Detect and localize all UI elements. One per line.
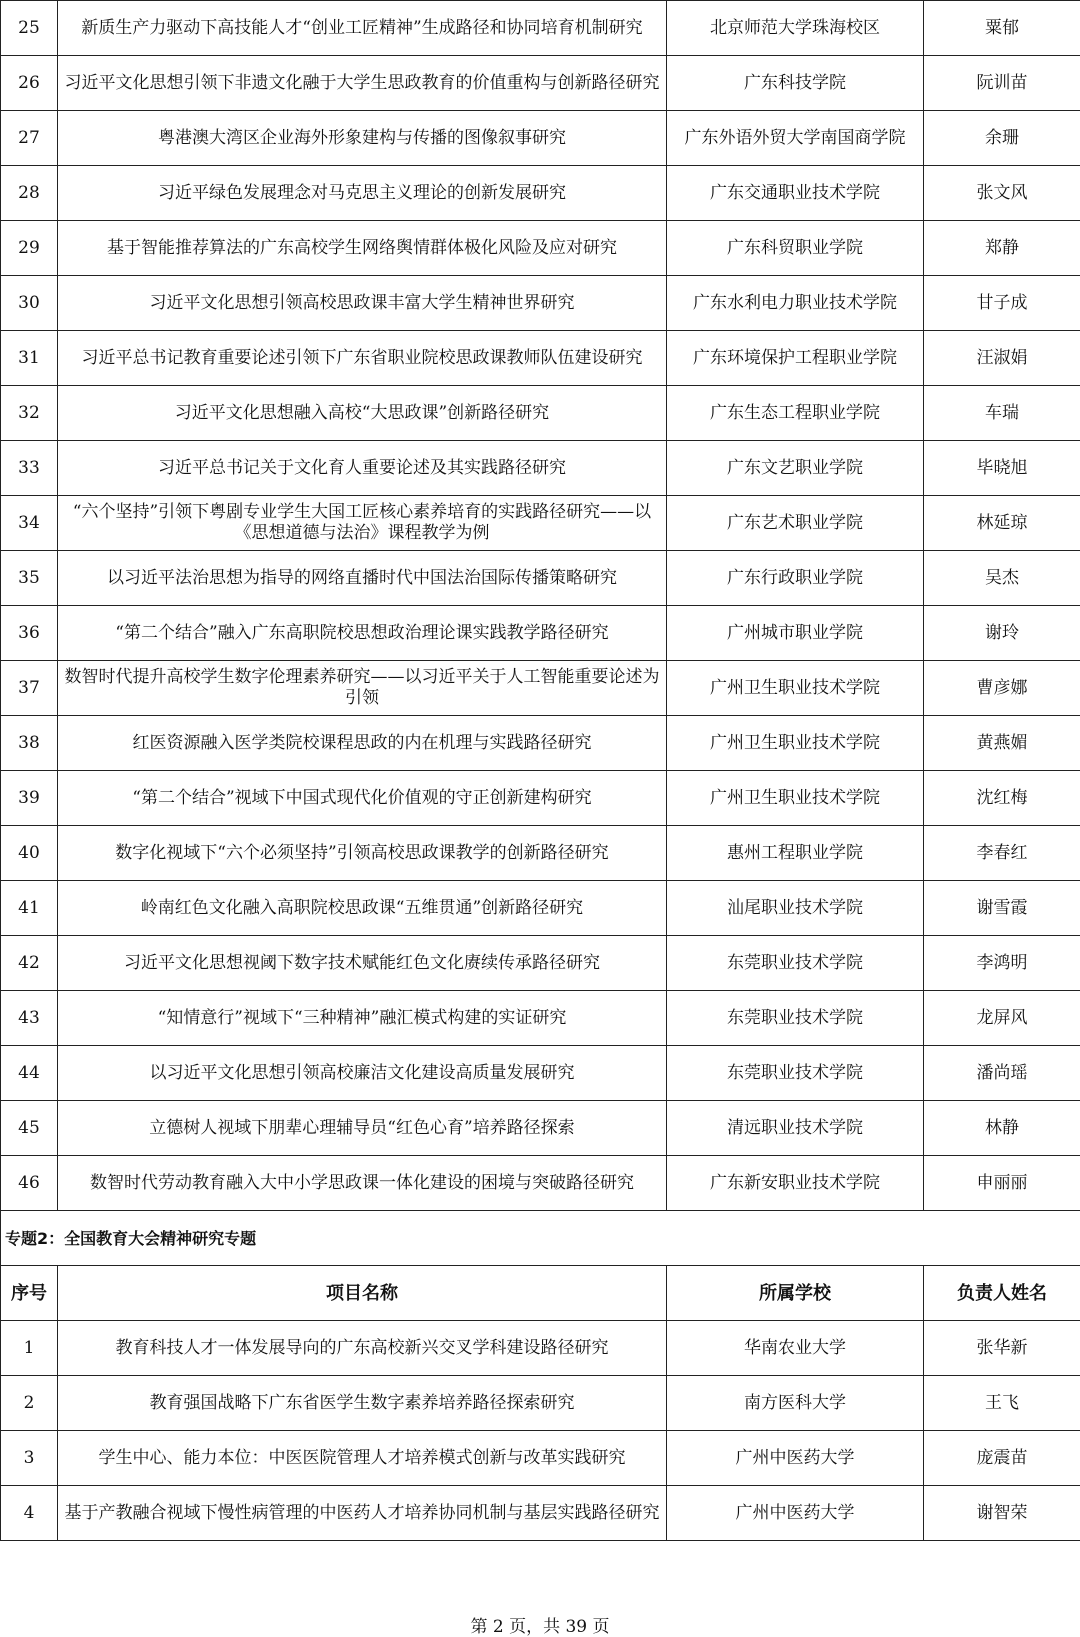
project-title: 以习近平法治思想为指导的网络直播时代中国法治国际传播策略研究 (58, 551, 667, 606)
leader-name: 沈红梅 (924, 771, 1080, 826)
school-name: 广州卫生职业技术学院 (667, 771, 924, 826)
project-title: 基于产教融合视域下慢性病管理的中医药人才培养协同机制与基层实践路径研究 (58, 1486, 667, 1541)
row-number: 2 (1, 1376, 58, 1431)
row-number: 45 (1, 1101, 58, 1156)
table-row (1, 56, 1080, 111)
leader-name: 余珊 (924, 111, 1080, 166)
table-row (1, 826, 1080, 881)
school-name: 广东行政职业学院 (667, 551, 924, 606)
school-name: 东莞职业技术学院 (667, 991, 924, 1046)
project-title: 习近平文化思想视阈下数字技术赋能红色文化赓续传承路径研究 (58, 936, 667, 991)
school-name: 广东文艺职业学院 (667, 441, 924, 496)
project-title: 学生中心、能力本位：中医医院管理人才培养模式创新与改革实践研究 (58, 1431, 667, 1486)
leader-name: 申丽丽 (924, 1156, 1080, 1211)
table-body-section2 (1, 1211, 1080, 1321)
leader-name: 甘子成 (924, 276, 1080, 331)
row-number: 1 (1, 1321, 58, 1376)
leader-name: 车瑞 (924, 386, 1080, 441)
leader-name: 郑静 (924, 221, 1080, 276)
school-name: 广东科贸职业学院 (667, 221, 924, 276)
project-title: 习近平总书记关于文化育人重要论述及其实践路径研究 (58, 441, 667, 496)
leader-name: 黄燕媚 (924, 716, 1080, 771)
school-name: 广东科技学院 (667, 56, 924, 111)
project-title: 教育强国战略下广东省医学生数字素养培养路径探索研究 (58, 1376, 667, 1431)
table-row (1, 276, 1080, 331)
table-row (1, 661, 1080, 716)
project-title: 数智时代提升高校学生数字伦理素养研究——以习近平关于人工智能重要论述为引领 (58, 661, 667, 716)
table-row (1, 441, 1080, 496)
table-row (1, 716, 1080, 771)
section-title: 专题2：全国教育大会精神研究专题 (1, 1211, 1080, 1266)
table-body-section2-rows (1, 1321, 1080, 1541)
project-title: 粤港澳大湾区企业海外形象建构与传播的图像叙事研究 (58, 111, 667, 166)
school-name: 北京师范大学珠海校区 (667, 1, 924, 56)
project-title: 岭南红色文化融入高职院校思政课“五维贯通”创新路径研究 (58, 881, 667, 936)
leader-name: 潘尚瑶 (924, 1046, 1080, 1101)
leader-name: 李春红 (924, 826, 1080, 881)
table-row (1, 496, 1080, 551)
header-no: 序号 (1, 1266, 58, 1321)
row-number: 26 (1, 56, 58, 111)
leader-name: 谢智荣 (924, 1486, 1080, 1541)
school-name: 南方医科大学 (667, 1376, 924, 1431)
header-row (1, 1266, 1080, 1321)
row-number: 36 (1, 606, 58, 661)
school-name: 惠州工程职业学院 (667, 826, 924, 881)
row-number: 42 (1, 936, 58, 991)
project-title: 以习近平文化思想引领高校廉洁文化建设高质量发展研究 (58, 1046, 667, 1101)
leader-name: 龙屏风 (924, 991, 1080, 1046)
school-name: 广东环境保护工程职业学院 (667, 331, 924, 386)
table-row (1, 386, 1080, 441)
leader-name: 阮训苗 (924, 56, 1080, 111)
section-title-row (1, 1211, 1080, 1266)
leader-name: 谢玲 (924, 606, 1080, 661)
project-title: “第二个结合”融入广东高职院校思想政治理论课实践教学路径研究 (58, 606, 667, 661)
leader-name: 王飞 (924, 1376, 1080, 1431)
leader-name: 张华新 (924, 1321, 1080, 1376)
table-row (1, 551, 1080, 606)
row-number: 43 (1, 991, 58, 1046)
row-number: 37 (1, 661, 58, 716)
project-title: 立德树人视域下朋辈心理辅导员“红色心育”培养路径探索 (58, 1101, 667, 1156)
row-number: 27 (1, 111, 58, 166)
row-number: 44 (1, 1046, 58, 1101)
school-name: 汕尾职业技术学院 (667, 881, 924, 936)
table-row (1, 1376, 1080, 1431)
table-row (1, 881, 1080, 936)
school-name: 广州中医药大学 (667, 1486, 924, 1541)
table-row (1, 1101, 1080, 1156)
school-name: 东莞职业技术学院 (667, 936, 924, 991)
table-row (1, 771, 1080, 826)
school-name: 广东艺术职业学院 (667, 496, 924, 551)
project-title: “知情意行”视域下“三种精神”融汇模式构建的实证研究 (58, 991, 667, 1046)
school-name: 广州卫生职业技术学院 (667, 661, 924, 716)
table-row (1, 1431, 1080, 1486)
school-name: 广州中医药大学 (667, 1431, 924, 1486)
school-name: 广州卫生职业技术学院 (667, 716, 924, 771)
row-number: 3 (1, 1431, 58, 1486)
row-number: 35 (1, 551, 58, 606)
school-name: 华南农业大学 (667, 1321, 924, 1376)
table-row (1, 166, 1080, 221)
leader-name: 张文风 (924, 166, 1080, 221)
project-title: 习近平总书记教育重要论述引领下广东省职业院校思政课教师队伍建设研究 (58, 331, 667, 386)
leader-name: 毕晓旭 (924, 441, 1080, 496)
school-name: 广东外语外贸大学南国商学院 (667, 111, 924, 166)
school-name: 广州城市职业学院 (667, 606, 924, 661)
leader-name: 林静 (924, 1101, 1080, 1156)
row-number: 46 (1, 1156, 58, 1211)
row-number: 38 (1, 716, 58, 771)
table-row (1, 991, 1080, 1046)
leader-name: 曹彦娜 (924, 661, 1080, 716)
project-title: 新质生产力驱动下高技能人才“创业工匠精神”生成路径和协同培育机制研究 (58, 1, 667, 56)
header-school: 所属学校 (667, 1266, 924, 1321)
page-footer: 第 2 页，共 39 页 (0, 1612, 1080, 1637)
table-row (1, 1, 1080, 56)
project-title: 习近平文化思想引领下非遗文化融于大学生思政教育的价值重构与创新路径研究 (58, 56, 667, 111)
row-number: 40 (1, 826, 58, 881)
project-title: 教育科技人才一体发展导向的广东高校新兴交叉学科建设路径研究 (58, 1321, 667, 1376)
row-number: 39 (1, 771, 58, 826)
project-title: “第二个结合”视域下中国式现代化价值观的守正创新建构研究 (58, 771, 667, 826)
project-title: 基于智能推荐算法的广东高校学生网络舆情群体极化风险及应对研究 (58, 221, 667, 276)
table-row (1, 1156, 1080, 1211)
row-number: 34 (1, 496, 58, 551)
table-row (1, 1486, 1080, 1541)
school-name: 清远职业技术学院 (667, 1101, 924, 1156)
table-row (1, 221, 1080, 276)
school-name: 广东水利电力职业技术学院 (667, 276, 924, 331)
school-name: 东莞职业技术学院 (667, 1046, 924, 1101)
school-name: 广东新安职业技术学院 (667, 1156, 924, 1211)
leader-name: 林延琼 (924, 496, 1080, 551)
row-number: 30 (1, 276, 58, 331)
leader-name: 李鸿明 (924, 936, 1080, 991)
table-row (1, 936, 1080, 991)
school-name: 广东生态工程职业学院 (667, 386, 924, 441)
project-title: 习近平文化思想引领高校思政课丰富大学生精神世界研究 (58, 276, 667, 331)
leader-name: 庞震苗 (924, 1431, 1080, 1486)
project-title: 习近平文化思想融入高校“大思政课”创新路径研究 (58, 386, 667, 441)
header-leader: 负责人姓名 (924, 1266, 1080, 1321)
row-number: 41 (1, 881, 58, 936)
table-row (1, 606, 1080, 661)
project-title: 数字化视域下“六个必须坚持”引领高校思政课教学的创新路径研究 (58, 826, 667, 881)
row-number: 31 (1, 331, 58, 386)
header-title: 项目名称 (58, 1266, 667, 1321)
table-row (1, 331, 1080, 386)
table-row (1, 111, 1080, 166)
leader-name: 粟郁 (924, 1, 1080, 56)
row-number: 25 (1, 1, 58, 56)
row-number: 28 (1, 166, 58, 221)
leader-name: 谢雪霞 (924, 881, 1080, 936)
project-title: 习近平绿色发展理念对马克思主义理论的创新发展研究 (58, 166, 667, 221)
table-body-part1 (1, 1, 1080, 1211)
table-row (1, 1046, 1080, 1101)
row-number: 4 (1, 1486, 58, 1541)
project-title: “六个坚持”引领下粤剧专业学生大国工匠核心素养培育的实践路径研究——以《思想道德与法治》课程教学为例 (58, 496, 667, 551)
project-title: 红医资源融入医学类院校课程思政的内在机理与实践路径研究 (58, 716, 667, 771)
leader-name: 吴杰 (924, 551, 1080, 606)
project-title: 数智时代劳动教育融入大中小学思政课一体化建设的困境与突破路径研究 (58, 1156, 667, 1211)
school-name: 广东交通职业技术学院 (667, 166, 924, 221)
row-number: 32 (1, 386, 58, 441)
row-number: 33 (1, 441, 58, 496)
table-row (1, 1321, 1080, 1376)
leader-name: 汪淑娟 (924, 331, 1080, 386)
row-number: 29 (1, 221, 58, 276)
